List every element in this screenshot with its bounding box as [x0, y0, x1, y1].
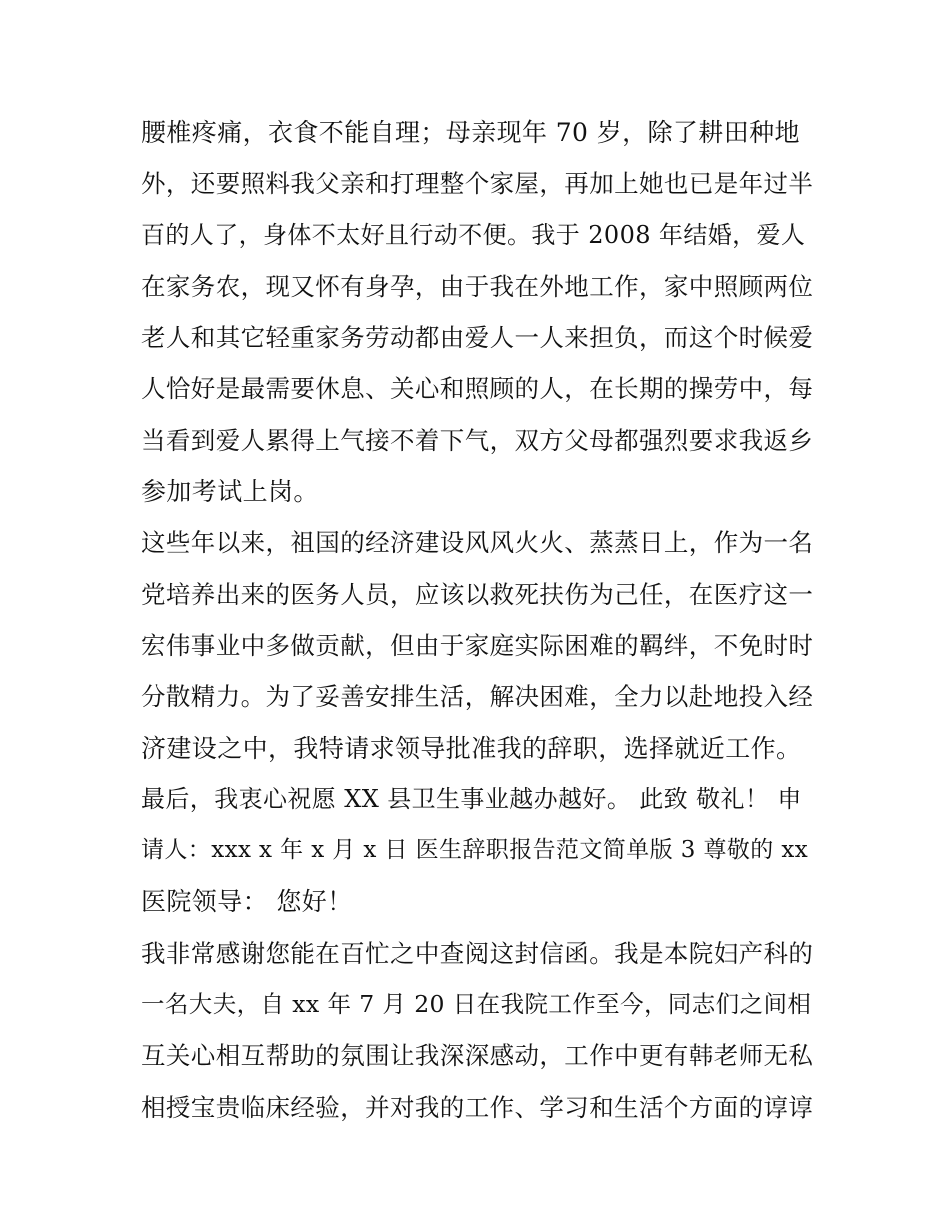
text-line: 医院领导： 您好！ [141, 887, 353, 917]
text-line: 人恰好是最需要休息、关心和照顾的人，在长期的操劳中，每 [141, 374, 814, 404]
text-line: 我非常感谢您能在百忙之中查阅这封信函。我是本院妇产科的 [141, 938, 814, 968]
text-line: 一名大夫，自 xx 年 7 月 20 日在我院工作至今，同志们之间相 [141, 990, 812, 1019]
text-line: 最后，我衷心祝愿 XX 县卫生事业越办越好。 此致 敬礼！ 申 [141, 784, 802, 813]
text-line: 宏伟事业中多做贡献，但由于家庭实际困难的羁绊，不免时时 [141, 630, 814, 660]
text-line: 分散精力。为了妥善安排生活，解决困难，全力以赴地投入经 [141, 682, 814, 712]
text-line: 当看到爱人累得上气接不着下气，双方父母都强烈要求我返乡 [141, 425, 814, 455]
text-line: 老人和其它轻重家务劳动都由爱人一人来担负，而这个时候爱 [141, 323, 814, 353]
text-line: 外，还要照料我父亲和打理整个家屋，再加上她也已是年过半 [141, 169, 814, 199]
text-line: 这些年以来，祖国的经济建设风风火火、蒸蒸日上，作为一名 [141, 528, 814, 558]
text-line: 参加考试上岗。 [141, 477, 319, 507]
text-line: 请人：xxx x 年 x 月 x 日 医生辞职报告范文简单版 3 尊敬的 xx [141, 837, 809, 864]
text-line: 腰椎疼痛，衣食不能自理；母亲现年 70 岁，除了耕田种地 [141, 118, 800, 147]
letter-body [141, 107, 813, 1133]
text-line: 百的人了，身体不太好且行动不便。我于 2008 年结婚，爱人 [141, 220, 806, 249]
text-line: 相授宝贵临床经验，并对我的工作、学习和生活个方面的谆谆 [141, 1092, 814, 1122]
text-line: 互关心相互帮助的氛围让我深深感动，工作中更有韩老师无私 [141, 1041, 814, 1071]
text-line: 党培养出来的医务人员，应该以救死扶伤为己任，在医疗这一 [141, 579, 814, 609]
text-line: 济建设之中，我特请求领导批准我的辞职，选择就近工作。 [141, 733, 802, 763]
text-line: 在家务农，现又怀有身孕，由于我在外地工作，家中照顾两位 [141, 271, 814, 301]
